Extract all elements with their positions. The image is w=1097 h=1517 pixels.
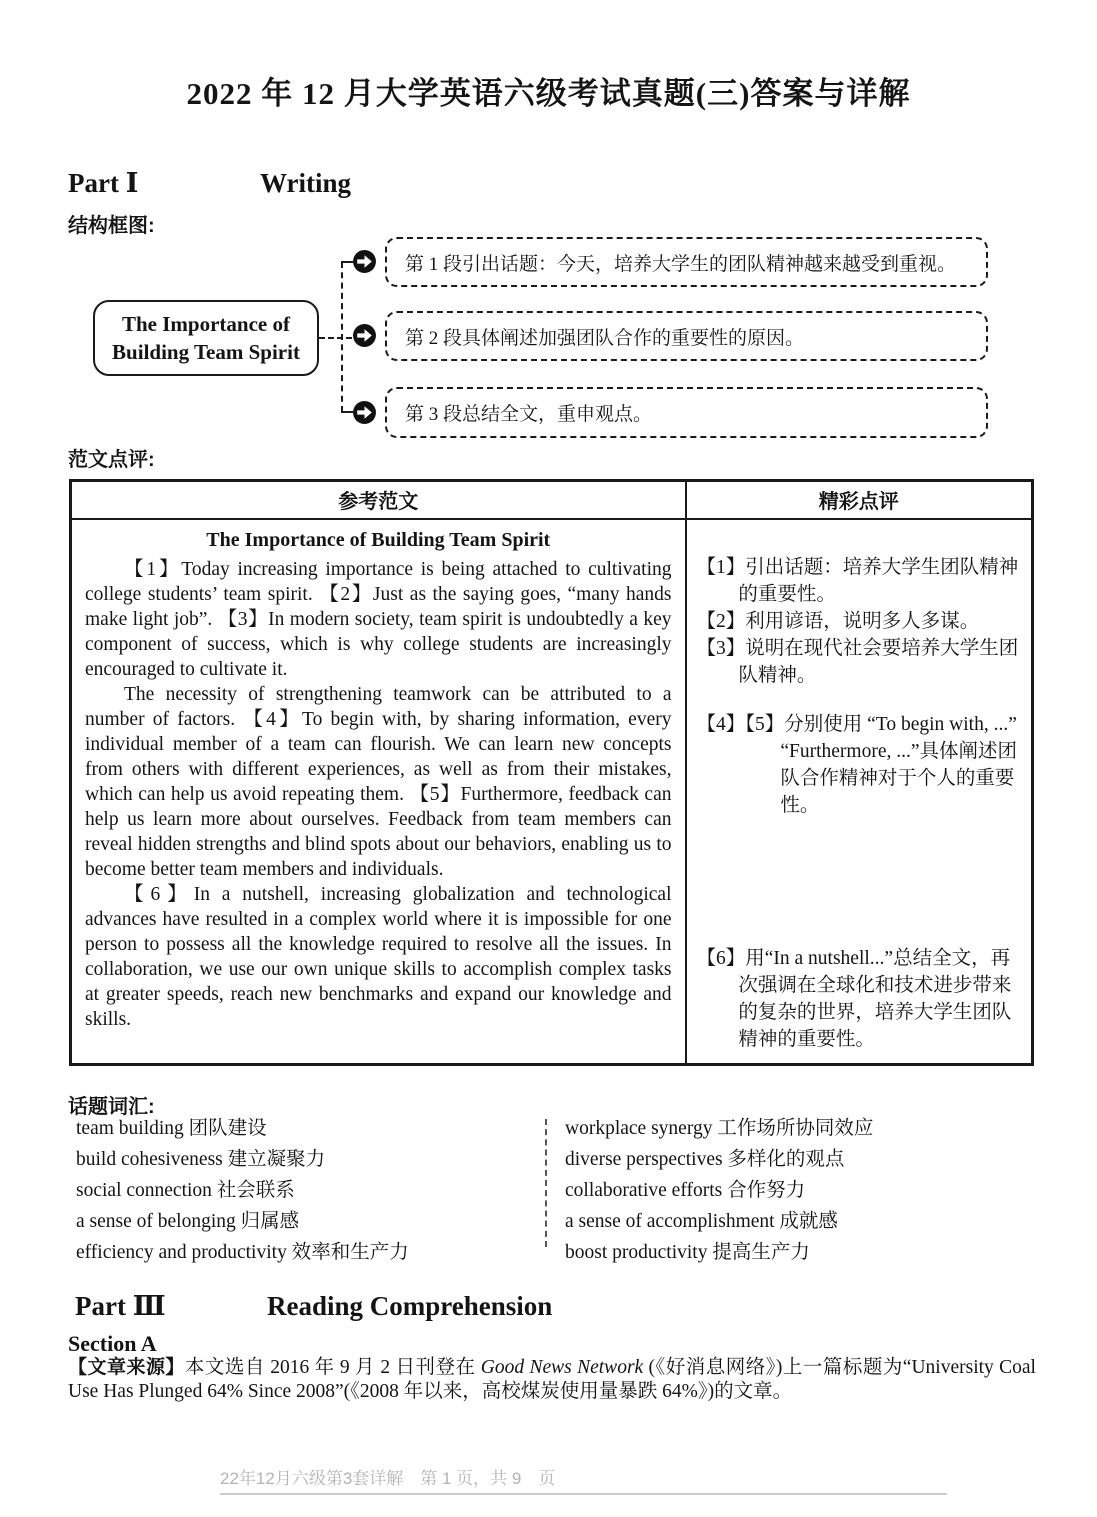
review-heading: 范文点评:	[68, 449, 155, 471]
comments-cell	[686, 519, 1033, 1065]
page-footer	[220, 1464, 947, 1495]
diagram-root-node: The Importance of Building Team Spirit	[93, 300, 319, 376]
part1-label: Part Ⅰ	[68, 168, 139, 198]
comment-3: 【3】说明在现代社会要培养大学生团队精神。	[696, 637, 1019, 686]
source-text-before: 本文选自 2016 年 9 月 2 日刊登在	[184, 1357, 481, 1378]
vocab-item: social connection 社会联系	[76, 1180, 295, 1201]
part1-title: Writing	[260, 168, 352, 198]
vocab-item: workplace synergy 工作场所协同效应	[565, 1118, 874, 1139]
essay-cell	[71, 519, 686, 1065]
vocab-item: team building 团队建设	[76, 1118, 267, 1139]
arrow-right-icon	[352, 249, 377, 274]
footer-text: 22年12月六级第3套详解 第 1 页，共 9 页	[220, 1469, 556, 1488]
part3-heading	[75, 1291, 552, 1322]
source-text-after: (《好消息网络》)上一篇标题为“University Coal Use Has Plunged 64% Since 2008”(《2008 年以来，高校煤炭使用量暴跌 64%》)的文章。	[68, 1357, 1036, 1402]
essay-paragraph-1: 【1】Today increasing importance is being attached to cultivating college students’ team spirit. 【2】Just as the saying goes, “many hands make light job”. 【3】In modern society, team spirit is undoubtedly a key component of success, which is why college students are increasingly encouraged to cultivate it.	[85, 558, 672, 680]
source-label: 【文章来源】	[68, 1357, 185, 1378]
column-header-essay: 参考范文	[71, 481, 686, 519]
structure-heading: 结构框图:	[68, 215, 155, 237]
source-paragraph	[68, 1356, 1036, 1403]
vocab-item: build cohesiveness 建立凝聚力	[76, 1149, 326, 1170]
arrow-right-icon	[352, 400, 377, 425]
diagram-connector-root	[319, 337, 352, 339]
vocab-item: boost productivity 提高生产力	[565, 1242, 810, 1263]
diagram-branch-paragraph3: 第 3 段总结全文，重申观点。	[385, 387, 988, 438]
column-header-comments: 精彩点评	[686, 481, 1033, 519]
essay-paragraph-2: The necessity of strengthening teamwork can be attributed to a number of factors. 【4】To begin with, by sharing information, every individual member of a team can flourish. We can learn new concepts from others with different experiences, as well as from their mistakes, which can help us avoid repeating them. 【5】Furthermore, feedback can help us learn more about ourselves. Feedback from team members can reveal hidden strengths and blind spots about our behaviors, enabling us to become better team members and individuals.	[85, 683, 672, 880]
structure-diagram	[0, 235, 1097, 447]
sample-essay-table	[69, 479, 1034, 1066]
vocab-item: efficiency and productivity 效率和生产力	[76, 1242, 409, 1263]
vocab-item: a sense of belonging 归属感	[76, 1211, 300, 1232]
comment-1: 【1】引出话题：培养大学生团队精神的重要性。	[696, 556, 1019, 605]
diagram-branch-paragraph1: 第 1 段引出话题：今天，培养大学生的团队精神越来越受到重视。	[385, 237, 988, 287]
comment-4-5: 【4】【5】分别使用 “To begin with, ...” “Furthermore, ...”具体阐述团队合作精神对于个人的重要性。	[696, 713, 1018, 816]
part3-title: Reading Comprehension	[267, 1291, 553, 1321]
vocab-column-left	[76, 1113, 409, 1268]
essay-paragraph-3: 【6】In a nutshell, increasing globalization and technological advances have resulted in a complex world where it is impossible for one person to possess all the knowledge required to resolve all the issues. In collaboration, we use our own unique skills to accomplish complex tasks at greater speeds, reach new benchmarks and expand our knowledge and skills.	[85, 883, 672, 1030]
section-a-heading: Section A	[68, 1331, 157, 1356]
part1-heading	[68, 168, 351, 199]
source-publication-name: Good News Network	[480, 1357, 644, 1378]
essay-title: The Importance of Building Team Spirit	[206, 528, 551, 551]
diagram-branch-paragraph2: 第 2 段具体阐述加强团队合作的重要性的原因。	[385, 311, 988, 361]
page-title: 2022 年 12 月大学英语六级考试真题(三)答案与详解	[186, 76, 911, 111]
comment-2: 【2】利用谚语，说明多人多谋。	[696, 610, 980, 632]
vocab-item: diverse perspectives 多样化的观点	[565, 1149, 845, 1170]
table-body-row	[71, 519, 1033, 1065]
vocab-item: collaborative efforts 合作努力	[565, 1180, 806, 1201]
vocab-section	[68, 1113, 1030, 1261]
comment-6: 【6】用“In a nutshell...”总结全文，再次强调在全球化和技术进步带来的复杂的世界，培养大学生团队精神的重要性。	[696, 947, 1012, 1050]
vocab-item: a sense of accomplishment 成就感	[565, 1211, 838, 1232]
table-header-row	[71, 481, 1033, 519]
part3-label: Part Ⅲ	[75, 1291, 166, 1321]
vocab-column-right	[565, 1113, 873, 1268]
arrow-right-icon	[352, 323, 377, 348]
vocab-divider	[545, 1119, 547, 1247]
vocab-heading: 话题词汇:	[68, 1096, 155, 1118]
